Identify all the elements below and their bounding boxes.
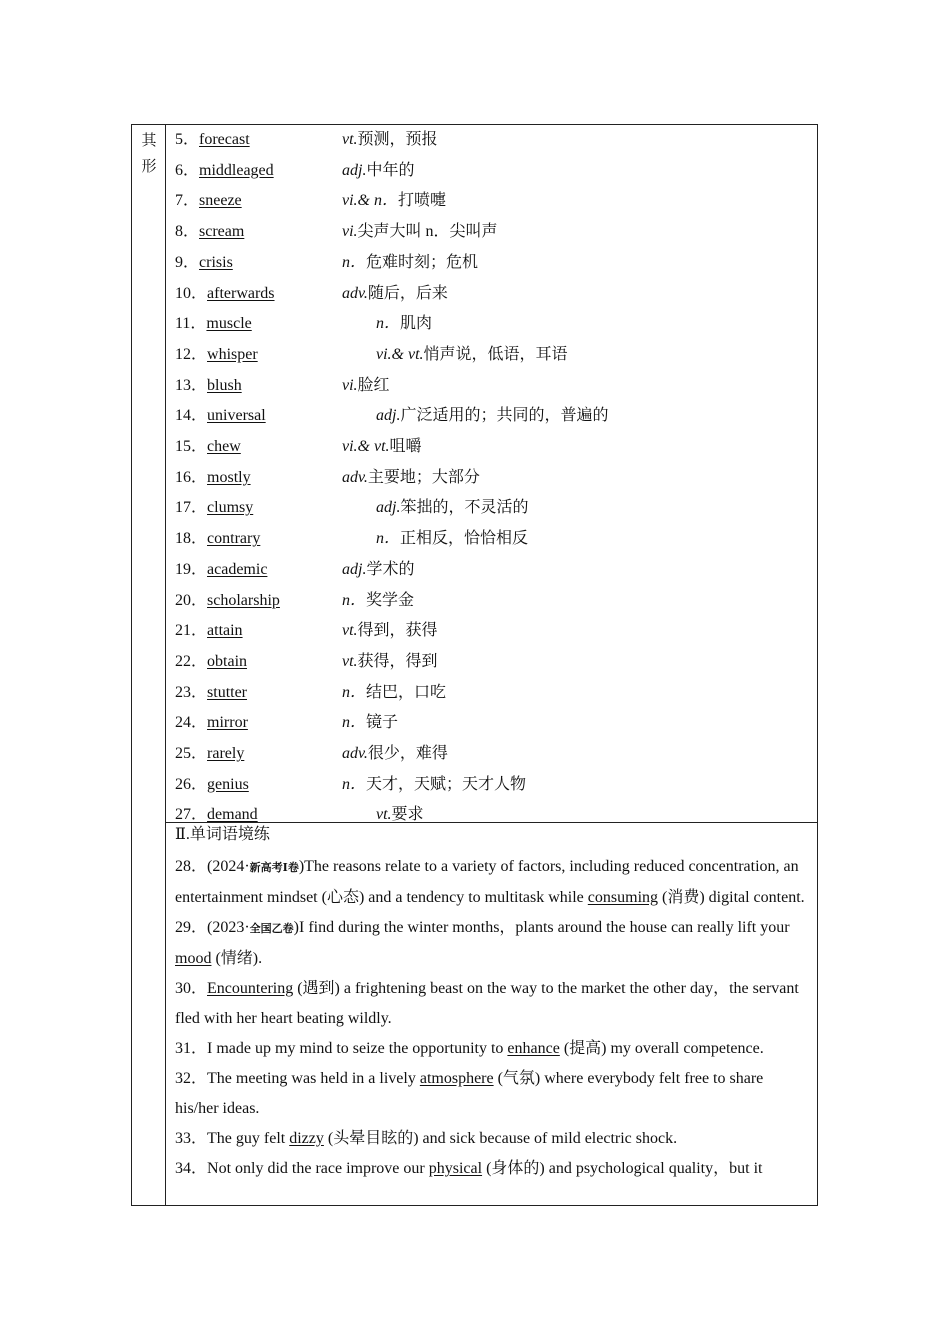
vocab-definition — [342, 739, 448, 769]
sentence-lead: Not only did the race improve our — [207, 1160, 429, 1177]
part-of-speech: adj. — [342, 161, 367, 179]
vocab-definition — [342, 432, 422, 462]
vocab-word: mirror — [207, 714, 248, 732]
vocab-word: afterwards — [207, 284, 275, 302]
vocab-word: whisper — [207, 345, 258, 363]
part-of-speech: adj. — [342, 560, 367, 578]
item-number: 21． — [175, 622, 208, 640]
sentence-lead: )I find during the winter months，plants around the house can really lift your — [293, 919, 790, 936]
sentence-rest: (头晕目眩的) and sick because of mild electric shock. — [323, 1130, 678, 1147]
item-number: 13． — [175, 376, 208, 394]
item-number: 12． — [175, 345, 208, 363]
meaning: 咀嚼 — [389, 438, 422, 455]
meaning: 预测，预报 — [357, 131, 438, 148]
vocab-word: crisis — [199, 253, 233, 271]
vocab-definition — [342, 555, 414, 585]
item-number: 26． — [175, 775, 208, 793]
practice-item — [175, 852, 807, 913]
vocab-entry — [175, 401, 266, 431]
meaning: 获得，得到 — [357, 652, 438, 670]
section-title: Ⅱ.单词语境练 — [175, 826, 270, 843]
part-of-speech: n． — [342, 775, 367, 793]
part-of-speech: vi.& n． — [342, 192, 398, 210]
vocab-entry — [175, 309, 252, 339]
vocab-list — [166, 125, 818, 823]
meaning: 尖声大叫 n．尖叫声 — [357, 223, 498, 241]
vocab-row — [166, 708, 818, 738]
meaning: 危难时刻；危机 — [366, 253, 479, 271]
vocab-word: blush — [207, 376, 242, 394]
vocab-word: obtain — [207, 652, 248, 670]
part-of-speech: vi. — [342, 376, 358, 394]
meaning: 广泛适用的；共同的，普遍的 — [400, 407, 609, 425]
part-of-speech: vt. — [342, 652, 358, 670]
vocab-word: clumsy — [207, 499, 254, 517]
part-of-speech: n． — [376, 315, 401, 333]
meaning: 正相反，恰恰相反 — [400, 530, 529, 548]
practice-item — [175, 1154, 807, 1184]
source-exam: 全国乙卷 — [249, 923, 294, 935]
vocab-word: rarely — [207, 745, 245, 762]
vocab-row — [166, 340, 818, 370]
context-practice-section — [166, 823, 818, 1206]
vocab-entry — [175, 555, 267, 585]
meaning: 镜子 — [366, 714, 399, 732]
part-of-speech: n． — [342, 683, 367, 701]
vocab-row — [166, 463, 818, 493]
item-number: 11． — [175, 315, 207, 333]
vocab-word: muscle — [206, 315, 252, 333]
meaning: 笨拙的，不灵活的 — [400, 499, 529, 517]
vocab-entry — [175, 340, 258, 370]
vocab-definition — [342, 156, 414, 186]
vocab-row — [166, 586, 818, 616]
vocab-word: forecast — [199, 131, 250, 148]
vocab-definition — [376, 309, 432, 339]
side-column — [132, 125, 166, 1205]
answer-word: dizzy — [289, 1130, 324, 1147]
meaning: 悄声说，低语，耳语 — [423, 345, 568, 363]
vocab-entry — [175, 493, 253, 523]
part-of-speech: vi.& vt. — [342, 438, 390, 455]
vocab-definition — [342, 186, 446, 216]
vocab-row — [166, 401, 818, 431]
sentence-lead: )The reasons relate to a variety of factors, including reduced concentration, an entertainment mindset (心态) and a tendency to multitask while — [175, 858, 799, 906]
item-number: 29． — [175, 919, 208, 936]
vocab-definition — [342, 217, 498, 247]
sentence-rest: (遇到) a frightening beast on the way to the market the other day，the servant fled with her heart beating wildly. — [175, 980, 799, 1027]
vocab-entry — [175, 217, 244, 247]
part-of-speech: vi.& vt. — [376, 345, 424, 363]
vocab-definition — [342, 647, 438, 677]
item-number: 17． — [175, 499, 208, 517]
vocab-definition — [376, 524, 528, 554]
vocab-entry — [175, 524, 260, 554]
item-number: 34． — [175, 1160, 208, 1177]
sentence-rest: (消费) digital content. — [658, 889, 805, 906]
item-number: 25． — [175, 745, 208, 762]
vocab-entry — [175, 463, 251, 493]
meaning: 中年的 — [366, 161, 415, 179]
part-of-speech: adv. — [342, 745, 368, 762]
part-of-speech: adv. — [342, 284, 368, 302]
vocab-word: scholarship — [207, 591, 280, 609]
meaning: 随后，后来 — [367, 284, 448, 302]
answer-word: consuming — [587, 889, 659, 906]
vocab-entry — [175, 647, 247, 677]
vocab-entry — [175, 186, 242, 216]
vocab-definition — [342, 279, 448, 309]
vocab-definition — [376, 340, 568, 370]
side-label: 其形 — [141, 133, 157, 175]
vocab-row — [166, 678, 818, 708]
meaning: 脸红 — [357, 376, 390, 394]
vocab-row — [166, 217, 818, 247]
vocab-word: academic — [207, 560, 268, 578]
sentence-rest: (提高) my overall competence. — [559, 1040, 764, 1057]
vocab-word: demand — [207, 806, 258, 824]
vocab-row — [166, 186, 818, 216]
item-number: 9． — [175, 253, 200, 271]
vocab-entry — [175, 371, 242, 401]
item-number: 20． — [175, 591, 208, 609]
sentence-lead: The guy felt — [207, 1130, 290, 1147]
vocab-word: contrary — [207, 530, 261, 548]
item-number: 10． — [175, 284, 208, 302]
answer-word: enhance — [507, 1040, 560, 1057]
item-number: 15． — [175, 438, 208, 455]
source-prefix: (2024· — [207, 858, 250, 875]
vocab-definition — [342, 616, 438, 646]
vocab-word: universal — [207, 407, 266, 425]
source-exam: 新高考Ⅰ卷 — [249, 862, 299, 874]
vocab-entry — [175, 432, 241, 462]
item-number: 18． — [175, 530, 208, 548]
meaning: 打喷嚏 — [398, 192, 447, 210]
vocab-word: attain — [207, 622, 243, 640]
item-number: 30． — [175, 980, 208, 997]
sentence-lead: I made up my mind to seize the opportunity to — [207, 1040, 508, 1057]
part-of-speech: adj. — [376, 499, 401, 517]
vocab-entry — [175, 770, 249, 800]
item-number: 5． — [175, 131, 200, 148]
practice-item — [175, 1064, 807, 1124]
part-of-speech: n． — [342, 253, 367, 271]
practice-item — [175, 913, 807, 974]
part-of-speech: vt. — [342, 622, 358, 640]
vocab-word: middleaged — [199, 161, 274, 179]
vocab-definition — [342, 708, 398, 738]
vocab-entry — [175, 739, 244, 769]
meaning: 得到，获得 — [357, 622, 438, 640]
vocab-entry — [175, 248, 233, 278]
meaning: 主要地；大部分 — [367, 468, 480, 486]
sentence-rest: (身体的) and psychological quality，but it — [482, 1160, 763, 1177]
answer-word: physical — [428, 1160, 483, 1177]
practice-item — [175, 1034, 807, 1064]
vocab-row — [166, 432, 818, 462]
item-number: 16． — [175, 468, 208, 486]
item-number: 24． — [175, 714, 208, 732]
vocab-row — [166, 279, 818, 309]
item-number: 7． — [175, 192, 200, 210]
vocab-entry — [175, 156, 274, 186]
meaning: 奖学金 — [366, 591, 415, 609]
vocab-row — [166, 493, 818, 523]
item-number: 31． — [175, 1040, 208, 1057]
item-number: 27． — [175, 806, 208, 824]
vocab-word: mostly — [207, 468, 251, 486]
vocab-entry — [175, 125, 250, 155]
vocab-row — [166, 616, 818, 646]
answer-word: atmosphere — [419, 1070, 494, 1087]
vocab-definition — [342, 371, 390, 401]
answer-word: mood — [175, 950, 212, 967]
sentence-rest: (气氛) where everybody felt free to share his/her ideas. — [175, 1070, 764, 1117]
source-prefix: (2023· — [207, 919, 250, 936]
item-number: 14． — [175, 407, 208, 425]
item-number: 22． — [175, 652, 208, 670]
meaning: 很少，难得 — [367, 745, 448, 762]
practice-item — [175, 1124, 807, 1154]
vocab-word: stutter — [207, 683, 248, 701]
item-number: 8． — [175, 223, 200, 241]
vocab-row — [166, 248, 818, 278]
item-number: 32． — [175, 1070, 208, 1087]
vocab-definition — [342, 248, 478, 278]
vocab-definition — [342, 770, 526, 800]
meaning: 天才，天赋；天才人物 — [366, 775, 527, 793]
vocab-word: genius — [207, 775, 249, 793]
vocab-entry — [175, 586, 280, 616]
vocab-entry — [175, 708, 248, 738]
vocab-row — [166, 524, 818, 554]
part-of-speech: n． — [342, 591, 367, 609]
part-of-speech: vt. — [376, 806, 392, 824]
item-number: 28． — [175, 858, 208, 875]
part-of-speech: vi. — [342, 223, 358, 241]
meaning: 学术的 — [366, 560, 415, 578]
vocab-definition — [342, 463, 480, 493]
item-number: 23． — [175, 683, 208, 701]
vocab-definition — [342, 125, 438, 155]
meaning: 肌肉 — [400, 315, 433, 333]
vocabulary-table — [131, 124, 818, 1206]
vocab-definition — [376, 493, 528, 523]
vocab-word: sneeze — [199, 192, 242, 210]
vocab-row — [166, 555, 818, 585]
meaning: 要求 — [391, 806, 424, 824]
vocab-row — [166, 770, 818, 800]
answer-word: Encountering — [207, 980, 294, 997]
vocab-row — [166, 125, 818, 155]
vocab-definition — [342, 678, 446, 708]
meaning: 结巴，口吃 — [366, 683, 447, 701]
sentence-lead: The meeting was held in a lively — [207, 1070, 420, 1087]
item-number: 33． — [175, 1130, 208, 1147]
sentence-rest: (情绪). — [211, 950, 263, 967]
item-number: 6． — [175, 161, 200, 179]
practice-items — [175, 852, 807, 1184]
vocab-row — [166, 647, 818, 677]
part-of-speech: adv. — [342, 468, 368, 486]
vocab-row — [166, 739, 818, 769]
vocab-row — [166, 156, 818, 186]
vocab-word: scream — [199, 223, 245, 241]
vocab-entry — [175, 616, 243, 646]
item-number: 19． — [175, 560, 208, 578]
practice-item — [175, 974, 807, 1034]
vocab-entry — [175, 678, 247, 708]
vocab-definition — [342, 586, 414, 616]
vocab-word: chew — [207, 438, 241, 455]
vocab-definition — [376, 401, 608, 431]
vocab-row — [166, 371, 818, 401]
vocab-entry — [175, 279, 275, 309]
vocab-row — [166, 309, 818, 339]
part-of-speech: vt. — [342, 131, 358, 148]
part-of-speech: n． — [342, 714, 367, 732]
part-of-speech: n． — [376, 530, 401, 548]
part-of-speech: adj. — [376, 407, 401, 425]
